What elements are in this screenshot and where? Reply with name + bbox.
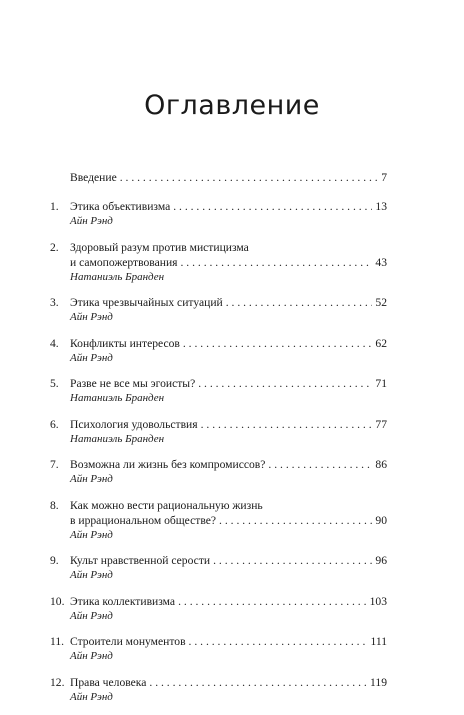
toc-entry-title: Возможна ли жизнь без компромиссов?: [70, 458, 266, 471]
dot-leader: [120, 170, 378, 185]
toc-entry[interactable]: [50, 675, 387, 704]
toc-entry-number: 7.: [50, 458, 59, 471]
toc-entry-author: Натаниэль Бранден: [70, 432, 165, 445]
toc-entry[interactable]: [50, 376, 387, 405]
toc-entry-title: Этика коллективизма: [70, 594, 176, 608]
toc-entry[interactable]: [50, 634, 387, 663]
toc-page-number: 111: [370, 635, 387, 648]
toc-entry[interactable]: [50, 594, 387, 623]
dot-leader: [173, 199, 372, 214]
toc-entry-title: Как можно вести рациональную жизнь: [70, 498, 263, 512]
toc-entry-title: Строители монументов: [70, 635, 186, 648]
toc-entry-title: и самопожертвования: [70, 255, 178, 269]
toc-entry-title: Введение: [70, 171, 117, 184]
toc-entry-number: 1.: [50, 200, 59, 213]
toc-entry-number: 9.: [50, 554, 59, 567]
toc-entry-number: 6.: [50, 417, 59, 431]
toc-entry-author: Айн Рэнд: [70, 215, 113, 227]
toc-entry-author: Айн Рэнд: [70, 650, 113, 662]
toc-entry-author: Натаниэль Бранден: [70, 392, 165, 404]
toc-entry-title: Конфликты интересов: [70, 336, 180, 350]
toc-entry-title: Разве не все мы эгоисты?: [70, 377, 196, 390]
toc-entry-author: Айн Рэнд: [70, 569, 113, 581]
toc-page-number: 86: [375, 458, 387, 471]
toc-entry[interactable]: [50, 199, 387, 228]
dot-leader: [268, 457, 372, 472]
dot-leader: [226, 295, 373, 310]
toc-page-number: 90: [375, 513, 387, 527]
toc-page-number: 52: [375, 296, 387, 309]
toc-entry-number: 11.: [50, 635, 65, 648]
dot-leader: [198, 376, 372, 391]
toc-entry-title: Здоровый разум против мистицизма: [70, 240, 249, 254]
toc-entry-title: Психология удовольствия: [70, 417, 198, 431]
toc-page-number: 71: [375, 377, 387, 390]
toc-entry-number: 10.: [50, 594, 65, 608]
toc-entry[interactable]: [50, 336, 387, 365]
toc-entry-number: 4.: [50, 336, 59, 350]
toc-entry-title: Культ нравственной серости: [70, 554, 211, 567]
dot-leader: [178, 594, 367, 609]
toc-entry-intro[interactable]: [50, 170, 387, 185]
toc-entry-title: Этика объективизма: [70, 200, 171, 213]
toc-entry[interactable]: [50, 498, 387, 542]
toc-page-number: 119: [370, 675, 387, 689]
toc-page-number: 96: [375, 554, 387, 567]
dot-leader: [181, 255, 373, 270]
toc-entry-author: Айн Рэнд: [70, 311, 113, 323]
toc-page-number: 13: [375, 200, 387, 213]
toc-page-number: 62: [375, 336, 387, 350]
dot-leader: [213, 553, 372, 568]
toc-entry[interactable]: [50, 417, 387, 446]
toc-entry-author: Айн Рэнд: [70, 690, 113, 703]
toc-entry-author: Айн Рэнд: [70, 528, 113, 541]
toc-entry-number: 12.: [50, 675, 65, 689]
toc-entry-author: Натаниэль Бранден: [70, 270, 165, 283]
toc-entry-number: 2.: [50, 240, 59, 254]
toc-entry-title: Права человека: [70, 675, 147, 689]
page-title: Оглавление: [144, 90, 320, 122]
toc-entry-number: 3.: [50, 296, 59, 309]
toc-entry-number: 8.: [50, 498, 59, 512]
dot-leader: [201, 417, 373, 432]
toc-entry[interactable]: [50, 295, 387, 324]
toc-entry-title: Этика чрезвычайных ситуаций: [70, 296, 223, 309]
toc-entry[interactable]: [50, 553, 387, 582]
toc-entry-author: Айн Рэнд: [70, 351, 113, 364]
toc-entry-list: [50, 199, 387, 704]
dot-leader: [149, 675, 367, 690]
toc-page-number: 7: [381, 171, 387, 184]
dot-leader: [189, 634, 368, 649]
toc-entry-author: Айн Рэнд: [70, 473, 113, 485]
toc-entry-title: в иррациональном обществе?: [70, 513, 217, 527]
toc-entry[interactable]: [50, 457, 387, 486]
toc-entry-number: 5.: [50, 377, 59, 390]
toc-entry-author: Айн Рэнд: [70, 609, 113, 622]
toc-entry[interactable]: [50, 240, 387, 284]
dot-leader: [219, 513, 372, 528]
table-of-contents: [50, 170, 387, 715]
dot-leader: [183, 336, 373, 351]
toc-page-number: 43: [375, 255, 387, 269]
toc-page-number: 77: [375, 417, 387, 431]
toc-page-number: 103: [369, 594, 387, 608]
